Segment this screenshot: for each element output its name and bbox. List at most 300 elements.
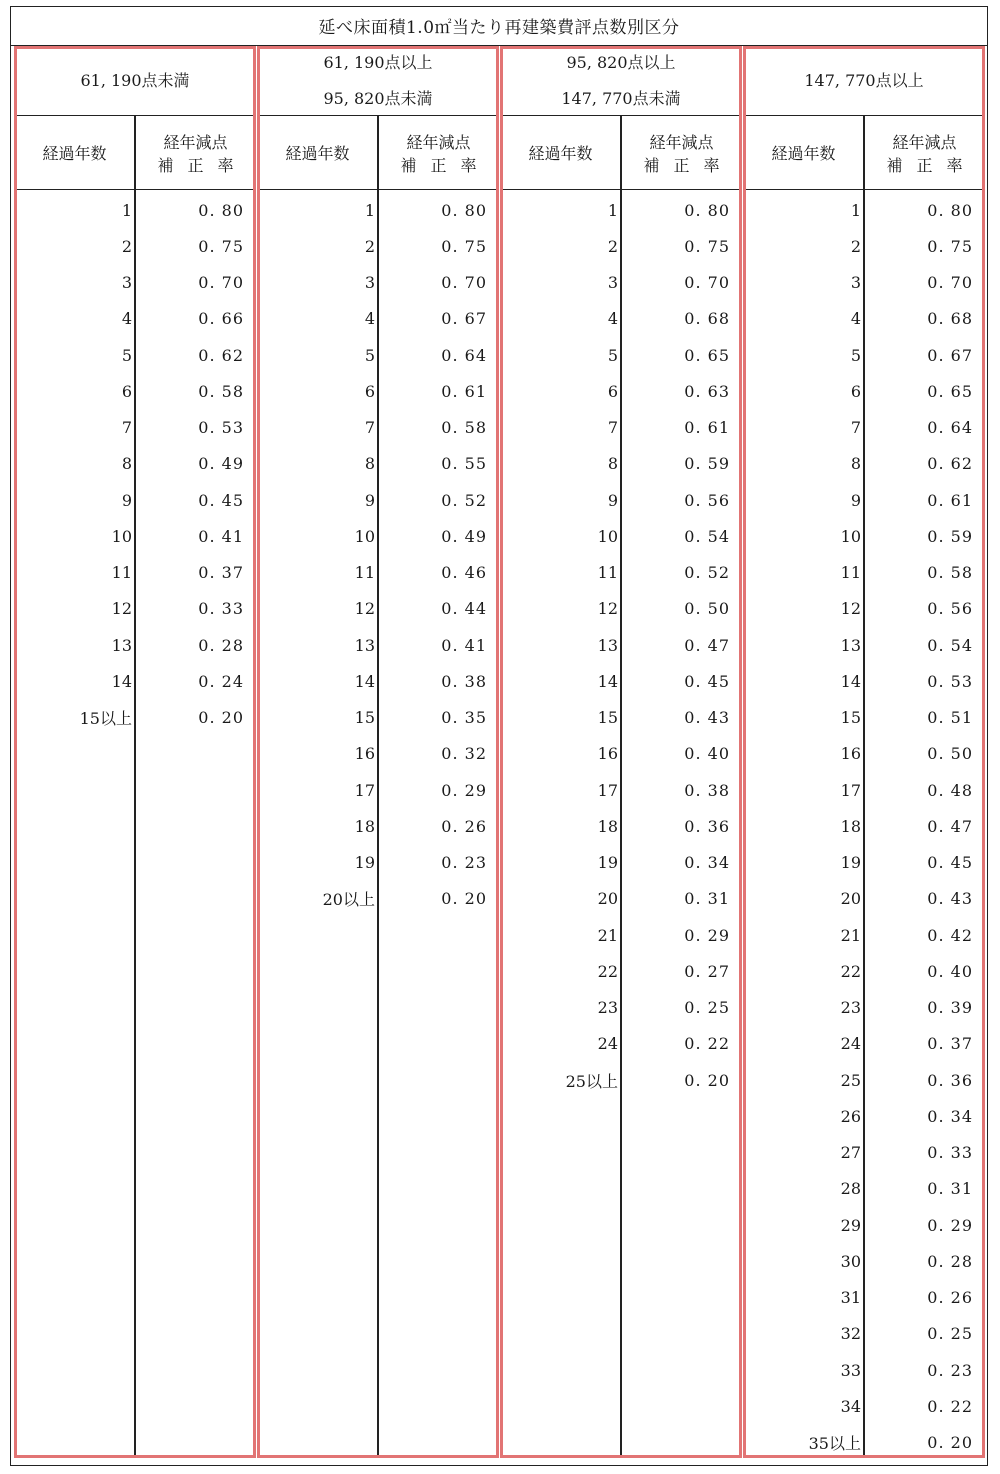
rate-cell: 0. 39 xyxy=(927,998,973,1017)
years-cell: 7 xyxy=(607,418,618,437)
rate-header xyxy=(621,116,742,190)
table-row xyxy=(14,446,256,482)
rate-cell: 0. 22 xyxy=(927,1396,973,1416)
table-row xyxy=(257,663,499,699)
years-cell: 10 xyxy=(354,526,375,546)
rate-header-line2: 補正率 xyxy=(643,155,734,175)
table-row xyxy=(743,1388,985,1424)
years-cell: 4 xyxy=(364,309,375,329)
rate-cell: 0. 59 xyxy=(684,454,730,474)
rate-cell: 0. 33 xyxy=(927,1143,973,1162)
years-cell: 15 xyxy=(354,708,375,727)
rate-header-line2: 補正率 xyxy=(157,155,248,175)
rate-cell: 0. 38 xyxy=(441,671,487,691)
table-row xyxy=(257,373,499,409)
rate-cell: 0. 24 xyxy=(198,671,244,691)
years-cell: 5 xyxy=(607,345,618,365)
group-header-line: 147, 770点未満 xyxy=(561,88,681,108)
table-row xyxy=(500,410,742,446)
rate-cell: 0. 70 xyxy=(927,273,973,292)
rate-header xyxy=(378,116,499,190)
rate-cell: 0. 34 xyxy=(927,1106,973,1126)
rate-cell: 0. 61 xyxy=(684,418,730,437)
years-cell: 8 xyxy=(121,454,132,474)
rate-cell: 0. 37 xyxy=(198,563,244,582)
group-header xyxy=(500,46,742,116)
rate-header-line2: 補正率 xyxy=(886,155,977,175)
group-header-line: 61, 190点以上 xyxy=(323,52,433,72)
years-cell: 5 xyxy=(850,345,861,365)
group-column xyxy=(500,46,742,1458)
table-row xyxy=(743,1171,985,1207)
table-row xyxy=(14,192,256,228)
rate-cell: 0. 64 xyxy=(441,345,487,365)
years-cell: 22 xyxy=(840,961,861,981)
table-row xyxy=(500,772,742,808)
rate-cell: 0. 50 xyxy=(684,599,730,619)
rate-cell: 0. 25 xyxy=(684,998,730,1017)
rate-cell: 0. 41 xyxy=(441,635,487,655)
years-cell: 11 xyxy=(111,563,132,582)
table-row xyxy=(743,917,985,953)
years-cell: 12 xyxy=(111,599,132,619)
table-row xyxy=(500,736,742,772)
table-row xyxy=(500,228,742,264)
table-row xyxy=(743,373,985,409)
years-cell: 12 xyxy=(840,599,861,619)
rate-cell: 0. 36 xyxy=(927,1070,973,1090)
years-cell: 11 xyxy=(840,563,861,582)
rate-cell: 0. 35 xyxy=(441,708,487,727)
rate-cell: 0. 20 xyxy=(927,1433,973,1452)
table-row xyxy=(743,591,985,627)
years-cell: 8 xyxy=(364,454,375,474)
table-row xyxy=(257,228,499,264)
table-row xyxy=(743,446,985,482)
rate-cell: 0. 26 xyxy=(441,816,487,836)
rate-cell: 0. 48 xyxy=(927,780,973,800)
rate-cell: 0. 61 xyxy=(441,381,487,401)
rate-cell: 0. 62 xyxy=(927,454,973,474)
rate-cell: 0. 20 xyxy=(684,1070,730,1090)
years-cell: 17 xyxy=(597,780,618,800)
rate-cell: 0. 31 xyxy=(684,889,730,909)
table-row xyxy=(257,845,499,881)
years-cell: 33 xyxy=(840,1360,861,1380)
years-cell: 2 xyxy=(850,236,861,256)
years-cell: 32 xyxy=(840,1324,861,1344)
rate-header-line1: 経年減点 xyxy=(163,132,228,152)
rate-cell: 0. 33 xyxy=(198,599,244,619)
group-header-line: 147, 770点以上 xyxy=(804,70,924,90)
table-row xyxy=(743,301,985,337)
table-row xyxy=(14,265,256,301)
years-cell: 24 xyxy=(840,1034,861,1054)
years-cell: 4 xyxy=(850,309,861,329)
rate-cell: 0. 26 xyxy=(927,1288,973,1307)
years-cell: 13 xyxy=(840,635,861,655)
rate-cell: 0. 80 xyxy=(441,200,487,220)
years-cell: 25 xyxy=(840,1070,861,1090)
table-row xyxy=(14,555,256,591)
years-cell: 12 xyxy=(354,599,375,619)
rate-cell: 0. 43 xyxy=(684,708,730,727)
rate-cell: 0. 28 xyxy=(198,635,244,655)
group-header xyxy=(257,46,499,116)
table-row xyxy=(257,555,499,591)
table-row xyxy=(500,555,742,591)
years-cell: 10 xyxy=(111,526,132,546)
table-row xyxy=(743,1026,985,1062)
rate-cell: 0. 41 xyxy=(198,526,244,546)
table-row xyxy=(500,482,742,518)
rate-cell: 0. 58 xyxy=(198,381,244,401)
years-cell: 7 xyxy=(121,418,132,437)
table-row xyxy=(257,627,499,663)
years-cell: 2 xyxy=(607,236,618,256)
rate-cell: 0. 22 xyxy=(684,1034,730,1054)
table-row xyxy=(500,1026,742,1062)
table-row xyxy=(14,482,256,518)
table-row xyxy=(743,736,985,772)
rate-cell: 0. 56 xyxy=(927,599,973,619)
table-row xyxy=(257,881,499,917)
years-cell: 18 xyxy=(354,816,375,836)
table-row xyxy=(14,627,256,663)
years-cell: 24 xyxy=(597,1034,618,1054)
table-row xyxy=(257,410,499,446)
rate-cell: 0. 54 xyxy=(684,526,730,546)
years-cell: 6 xyxy=(607,381,618,401)
rate-cell: 0. 58 xyxy=(441,418,487,437)
years-cell: 30 xyxy=(840,1251,861,1271)
table-row xyxy=(743,953,985,989)
rate-cell: 0. 68 xyxy=(684,309,730,329)
table-row xyxy=(257,192,499,228)
table-row xyxy=(14,700,256,736)
years-cell: 6 xyxy=(850,381,861,401)
years-cell: 1 xyxy=(121,200,132,220)
table-row xyxy=(743,990,985,1026)
years-cell: 7 xyxy=(364,418,375,437)
rate-cell: 0. 45 xyxy=(198,490,244,510)
years-cell: 11 xyxy=(354,563,375,582)
table-row xyxy=(743,482,985,518)
rate-cell: 0. 29 xyxy=(684,925,730,945)
rate-cell: 0. 29 xyxy=(927,1215,973,1235)
rate-cell: 0. 25 xyxy=(927,1324,973,1344)
rate-cell: 0. 40 xyxy=(927,961,973,981)
rate-cell: 0. 64 xyxy=(927,418,973,437)
rate-cell: 0. 66 xyxy=(198,309,244,329)
table-row xyxy=(743,337,985,373)
rate-cell: 0. 45 xyxy=(927,853,973,872)
years-cell: 14 xyxy=(111,671,132,691)
rate-cell: 0. 51 xyxy=(927,708,973,727)
years-cell: 13 xyxy=(597,635,618,655)
rate-cell: 0. 23 xyxy=(927,1360,973,1380)
years-cell: 7 xyxy=(850,418,861,437)
years-cell: 26 xyxy=(840,1106,861,1126)
years-cell: 2 xyxy=(121,236,132,256)
rate-cell: 0. 53 xyxy=(198,418,244,437)
rate-cell: 0. 44 xyxy=(441,599,487,619)
rate-cell: 0. 75 xyxy=(927,236,973,256)
table-row xyxy=(257,337,499,373)
table-row xyxy=(743,518,985,554)
rate-header-line1: 経年減点 xyxy=(892,132,957,152)
rate-cell: 0. 50 xyxy=(927,744,973,764)
rate-cell: 0. 59 xyxy=(927,526,973,546)
table-row xyxy=(500,881,742,917)
group-header-line: 61, 190点未満 xyxy=(80,70,190,90)
rate-cell: 0. 80 xyxy=(927,200,973,220)
table-row xyxy=(743,555,985,591)
table-row xyxy=(500,627,742,663)
years-header: 経過年数 xyxy=(500,116,621,190)
years-cell: 16 xyxy=(597,744,618,764)
years-cell: 17 xyxy=(840,780,861,800)
rate-cell: 0. 70 xyxy=(684,273,730,292)
table-row xyxy=(14,301,256,337)
rate-header-line1: 経年減点 xyxy=(649,132,714,152)
table-row xyxy=(500,1062,742,1098)
table-row xyxy=(14,410,256,446)
years-cell: 17 xyxy=(354,780,375,800)
years-cell: 20 xyxy=(840,889,861,909)
group-header-line: 95, 820点以上 xyxy=(566,52,676,72)
table-row xyxy=(743,1352,985,1388)
years-cell: 19 xyxy=(597,853,618,872)
years-cell: 27 xyxy=(840,1143,861,1162)
years-cell: 14 xyxy=(597,671,618,691)
rate-cell: 0. 56 xyxy=(684,490,730,510)
table-row xyxy=(743,1207,985,1243)
group-column xyxy=(14,46,256,1458)
table-row xyxy=(257,772,499,808)
table-title: 延べ床面積1.0㎡当たり再建築費評点数別区分 xyxy=(10,6,988,46)
table-row xyxy=(743,192,985,228)
table-row xyxy=(500,337,742,373)
rate-cell: 0. 65 xyxy=(684,345,730,365)
years-cell: 13 xyxy=(354,635,375,655)
table-row xyxy=(743,1098,985,1134)
rate-cell: 0. 61 xyxy=(927,490,973,510)
years-cell: 10 xyxy=(597,526,618,546)
table-row xyxy=(500,990,742,1026)
table-row xyxy=(500,917,742,953)
rate-header-line2: 補正率 xyxy=(400,155,491,175)
years-cell: 6 xyxy=(121,381,132,401)
group-header-line: 95, 820点未満 xyxy=(323,88,433,108)
table-row xyxy=(14,228,256,264)
table-row xyxy=(743,845,985,881)
table-row xyxy=(743,627,985,663)
rate-cell: 0. 63 xyxy=(684,381,730,401)
years-header: 経過年数 xyxy=(257,116,378,190)
years-cell: 31 xyxy=(840,1288,861,1307)
table-row xyxy=(743,772,985,808)
group-column xyxy=(743,46,985,1458)
rate-cell: 0. 47 xyxy=(927,816,973,836)
rate-cell: 0. 54 xyxy=(927,635,973,655)
rate-cell: 0. 68 xyxy=(927,309,973,329)
rate-cell: 0. 38 xyxy=(684,780,730,800)
rate-cell: 0. 45 xyxy=(684,671,730,691)
rate-cell: 0. 32 xyxy=(441,744,487,764)
table-row xyxy=(14,591,256,627)
years-cell: 5 xyxy=(121,345,132,365)
years-cell: 21 xyxy=(597,925,618,945)
table-row xyxy=(500,301,742,337)
years-cell: 3 xyxy=(121,273,132,292)
table-row xyxy=(500,446,742,482)
table-row xyxy=(500,700,742,736)
rate-cell: 0. 20 xyxy=(441,889,487,909)
table-row xyxy=(743,265,985,301)
table-row xyxy=(500,518,742,554)
years-cell: 15以上 xyxy=(79,709,132,728)
rate-cell: 0. 75 xyxy=(198,236,244,256)
table-row xyxy=(500,192,742,228)
group-header xyxy=(743,46,985,116)
years-cell: 1 xyxy=(364,200,375,220)
table-row xyxy=(743,228,985,264)
table-row xyxy=(257,482,499,518)
table-row xyxy=(14,337,256,373)
years-cell: 18 xyxy=(597,816,618,836)
years-cell: 15 xyxy=(597,708,618,727)
table-row xyxy=(743,1062,985,1098)
years-cell: 4 xyxy=(607,309,618,329)
years-cell: 11 xyxy=(597,563,618,582)
years-cell: 14 xyxy=(840,671,861,691)
years-cell: 18 xyxy=(840,816,861,836)
rate-cell: 0. 36 xyxy=(684,816,730,836)
years-cell: 9 xyxy=(850,490,861,510)
table-row xyxy=(257,446,499,482)
table-row xyxy=(14,663,256,699)
rate-header xyxy=(864,116,985,190)
years-cell: 8 xyxy=(607,454,618,474)
years-cell: 23 xyxy=(597,998,618,1017)
table-row xyxy=(500,953,742,989)
rate-cell: 0. 80 xyxy=(198,200,244,220)
years-cell: 9 xyxy=(121,490,132,510)
rate-cell: 0. 23 xyxy=(441,853,487,872)
table-row xyxy=(14,518,256,554)
rate-cell: 0. 70 xyxy=(441,273,487,292)
years-cell: 4 xyxy=(121,309,132,329)
table-row xyxy=(743,410,985,446)
years-cell: 12 xyxy=(597,599,618,619)
years-cell: 28 xyxy=(840,1179,861,1199)
rate-cell: 0. 65 xyxy=(927,381,973,401)
years-cell: 19 xyxy=(840,853,861,872)
rate-cell: 0. 67 xyxy=(927,345,973,365)
years-cell: 8 xyxy=(850,454,861,474)
rate-cell: 0. 43 xyxy=(927,889,973,909)
rate-cell: 0. 49 xyxy=(198,454,244,474)
rate-header-line1: 経年減点 xyxy=(406,132,471,152)
years-cell: 2 xyxy=(364,236,375,256)
years-cell: 1 xyxy=(850,200,861,220)
years-cell: 20以上 xyxy=(322,890,375,910)
rate-cell: 0. 29 xyxy=(441,780,487,800)
years-cell: 3 xyxy=(607,273,618,292)
years-cell: 3 xyxy=(850,273,861,292)
rate-cell: 0. 55 xyxy=(441,454,487,474)
years-cell: 13 xyxy=(111,635,132,655)
years-cell: 25以上 xyxy=(565,1071,618,1091)
years-cell: 6 xyxy=(364,381,375,401)
rate-cell: 0. 67 xyxy=(441,309,487,329)
rate-cell: 0. 27 xyxy=(684,961,730,981)
years-cell: 14 xyxy=(354,671,375,691)
rate-cell: 0. 53 xyxy=(927,671,973,691)
table-row xyxy=(257,808,499,844)
rate-cell: 0. 20 xyxy=(198,708,244,727)
years-header: 経過年数 xyxy=(14,116,135,190)
table-row xyxy=(743,663,985,699)
years-cell: 15 xyxy=(840,708,861,727)
rate-cell: 0. 42 xyxy=(927,925,973,945)
table-row xyxy=(500,845,742,881)
table-row xyxy=(14,373,256,409)
table-row xyxy=(500,663,742,699)
rate-cell: 0. 31 xyxy=(927,1179,973,1199)
table-row xyxy=(500,591,742,627)
years-cell: 34 xyxy=(840,1396,861,1416)
years-cell: 29 xyxy=(840,1215,861,1235)
years-cell: 3 xyxy=(364,273,375,292)
years-cell: 23 xyxy=(840,998,861,1017)
table-row xyxy=(257,265,499,301)
table-row xyxy=(257,591,499,627)
table-row xyxy=(257,301,499,337)
group-divider xyxy=(740,46,742,1458)
years-cell: 9 xyxy=(607,490,618,510)
table-row xyxy=(257,736,499,772)
table-row xyxy=(743,1243,985,1279)
rate-cell: 0. 75 xyxy=(441,236,487,256)
rate-cell: 0. 46 xyxy=(441,563,487,582)
table-row xyxy=(743,808,985,844)
table-row xyxy=(500,265,742,301)
years-cell: 16 xyxy=(840,744,861,764)
group-divider xyxy=(254,46,256,1458)
rate-cell: 0. 28 xyxy=(927,1251,973,1271)
table-row xyxy=(257,700,499,736)
years-cell: 10 xyxy=(840,526,861,546)
table-row xyxy=(743,1280,985,1316)
group-column xyxy=(257,46,499,1458)
rate-cell: 0. 52 xyxy=(441,490,487,510)
rate-cell: 0. 70 xyxy=(198,273,244,292)
table-row xyxy=(743,881,985,917)
rate-cell: 0. 75 xyxy=(684,236,730,256)
table-row xyxy=(743,1425,985,1461)
rate-cell: 0. 34 xyxy=(684,853,730,872)
years-cell: 20 xyxy=(597,889,618,909)
years-cell: 16 xyxy=(354,744,375,764)
rate-cell: 0. 58 xyxy=(927,563,973,582)
years-cell: 35以上 xyxy=(808,1434,861,1453)
rate-cell: 0. 37 xyxy=(927,1034,973,1054)
years-cell: 19 xyxy=(354,853,375,872)
table-row xyxy=(743,1135,985,1171)
table-row xyxy=(257,518,499,554)
